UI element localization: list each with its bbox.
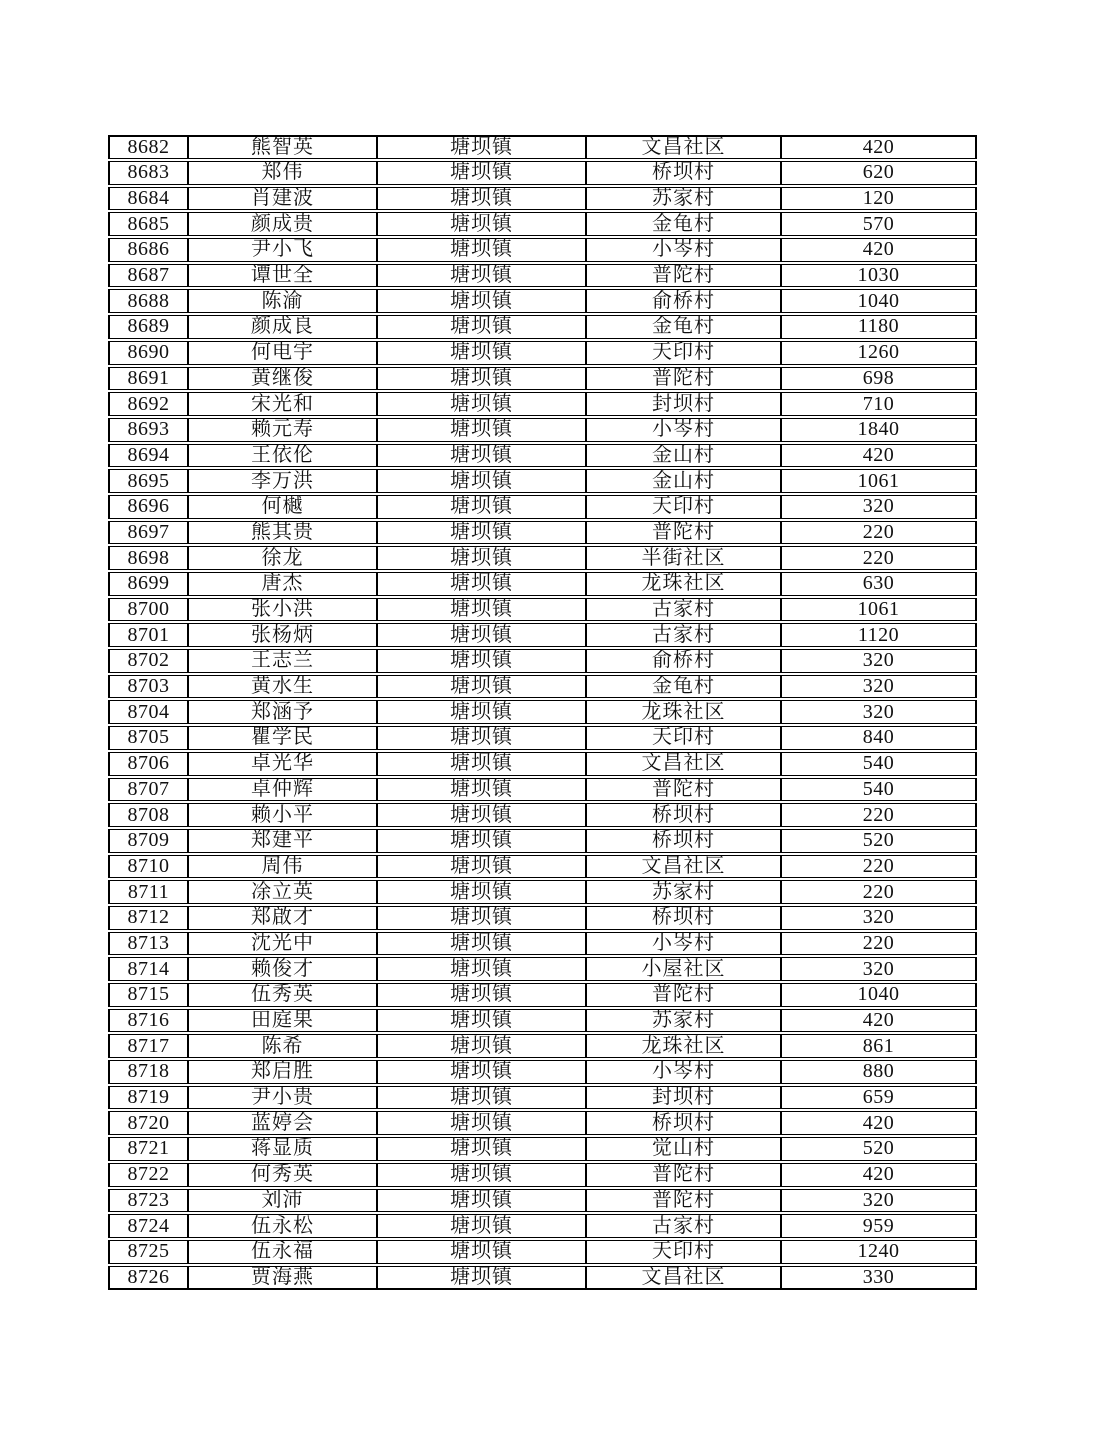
table-row: [108, 598, 977, 622]
cell-village: 文昌社区: [586, 752, 781, 776]
table-row: [108, 726, 977, 750]
cell-village: 金龟村: [586, 675, 781, 699]
cell-town: 塘坝镇: [377, 623, 586, 647]
cell-town: 塘坝镇: [377, 161, 586, 185]
table-row: [108, 700, 977, 724]
cell-person-name: 刘沛: [188, 1189, 377, 1213]
cell-town: 塘坝镇: [377, 1137, 586, 1161]
cell-amount: 698: [781, 367, 977, 391]
cell-amount: 959: [781, 1214, 977, 1238]
table-row: [108, 444, 977, 468]
cell-village: 天印村: [586, 1240, 781, 1264]
table-row: [108, 957, 977, 981]
cell-person-name: 沈光中: [188, 932, 377, 956]
table-row: [108, 495, 977, 519]
records-table-body: [108, 135, 977, 1290]
cell-town: 塘坝镇: [377, 315, 586, 339]
table-row: [108, 855, 977, 879]
cell-person-name: 蒋显质: [188, 1137, 377, 1161]
table-row: [108, 803, 977, 827]
cell-village: 普陀村: [586, 521, 781, 545]
cell-serial-number: 8684: [108, 187, 188, 211]
cell-person-name: 黄水生: [188, 675, 377, 699]
cell-town: 塘坝镇: [377, 187, 586, 211]
table-row: [108, 264, 977, 288]
table-row: [108, 315, 977, 339]
cell-village: 文昌社区: [586, 855, 781, 879]
cell-town: 塘坝镇: [377, 598, 586, 622]
cell-village: 普陀村: [586, 1189, 781, 1213]
cell-village: 苏家村: [586, 1009, 781, 1033]
cell-village: 苏家村: [586, 880, 781, 904]
table-row: [108, 1060, 977, 1084]
cell-village: 封坝村: [586, 1086, 781, 1110]
cell-amount: 540: [781, 752, 977, 776]
cell-serial-number: 8693: [108, 418, 188, 442]
cell-village: 普陀村: [586, 778, 781, 802]
cell-serial-number: 8686: [108, 238, 188, 262]
cell-person-name: 郑启胜: [188, 1060, 377, 1084]
table-row: [108, 983, 977, 1007]
cell-amount: 320: [781, 700, 977, 724]
cell-town: 塘坝镇: [377, 418, 586, 442]
table-row: [108, 1086, 977, 1110]
cell-serial-number: 8699: [108, 572, 188, 596]
cell-person-name: 田庭果: [188, 1009, 377, 1033]
cell-amount: 220: [781, 521, 977, 545]
cell-serial-number: 8704: [108, 700, 188, 724]
cell-serial-number: 8682: [108, 135, 188, 159]
table-row: [108, 1240, 977, 1264]
cell-town: 塘坝镇: [377, 289, 586, 313]
cell-amount: 220: [781, 546, 977, 570]
cell-person-name: 卓仲辉: [188, 778, 377, 802]
cell-town: 塘坝镇: [377, 212, 586, 236]
cell-serial-number: 8720: [108, 1111, 188, 1135]
cell-village: 普陀村: [586, 367, 781, 391]
cell-village: 天印村: [586, 341, 781, 365]
cell-person-name: 谭世全: [188, 264, 377, 288]
cell-serial-number: 8706: [108, 752, 188, 776]
cell-serial-number: 8709: [108, 829, 188, 853]
cell-person-name: 赖小平: [188, 803, 377, 827]
cell-person-name: 尹小飞: [188, 238, 377, 262]
cell-person-name: 郑啟才: [188, 906, 377, 930]
cell-town: 塘坝镇: [377, 495, 586, 519]
cell-person-name: 瞿学民: [188, 726, 377, 750]
cell-person-name: 卓光华: [188, 752, 377, 776]
cell-serial-number: 8689: [108, 315, 188, 339]
cell-town: 塘坝镇: [377, 1034, 586, 1058]
table-row: [108, 1163, 977, 1187]
cell-amount: 1040: [781, 289, 977, 313]
cell-town: 塘坝镇: [377, 238, 586, 262]
cell-town: 塘坝镇: [377, 778, 586, 802]
cell-village: 金龟村: [586, 315, 781, 339]
cell-town: 塘坝镇: [377, 932, 586, 956]
cell-village: 小屋社区: [586, 957, 781, 981]
cell-person-name: 王志兰: [188, 649, 377, 673]
cell-town: 塘坝镇: [377, 1240, 586, 1264]
cell-town: 塘坝镇: [377, 444, 586, 468]
cell-village: 封坝村: [586, 392, 781, 416]
cell-town: 塘坝镇: [377, 1060, 586, 1084]
table-row: [108, 187, 977, 211]
cell-person-name: 张杨炳: [188, 623, 377, 647]
cell-person-name: 宋光和: [188, 392, 377, 416]
cell-person-name: 熊其贵: [188, 521, 377, 545]
cell-amount: 1260: [781, 341, 977, 365]
cell-town: 塘坝镇: [377, 1163, 586, 1187]
cell-amount: 1180: [781, 315, 977, 339]
cell-town: 塘坝镇: [377, 341, 586, 365]
table-row: [108, 289, 977, 313]
table-row: [108, 932, 977, 956]
cell-amount: 520: [781, 829, 977, 853]
cell-person-name: 唐杰: [188, 572, 377, 596]
cell-village: 半街社区: [586, 546, 781, 570]
cell-amount: 861: [781, 1034, 977, 1058]
cell-serial-number: 8724: [108, 1214, 188, 1238]
cell-person-name: 赖俊才: [188, 957, 377, 981]
table-row: [108, 752, 977, 776]
cell-town: 塘坝镇: [377, 1009, 586, 1033]
cell-town: 塘坝镇: [377, 700, 586, 724]
cell-amount: 420: [781, 135, 977, 159]
cell-village: 普陀村: [586, 983, 781, 1007]
cell-village: 金山村: [586, 469, 781, 493]
cell-serial-number: 8723: [108, 1189, 188, 1213]
cell-amount: 420: [781, 1111, 977, 1135]
cell-serial-number: 8713: [108, 932, 188, 956]
cell-amount: 620: [781, 161, 977, 185]
cell-person-name: 陈希: [188, 1034, 377, 1058]
cell-amount: 220: [781, 855, 977, 879]
cell-town: 塘坝镇: [377, 469, 586, 493]
cell-town: 塘坝镇: [377, 572, 586, 596]
cell-village: 桥坝村: [586, 803, 781, 827]
cell-amount: 1061: [781, 598, 977, 622]
cell-serial-number: 8722: [108, 1163, 188, 1187]
cell-town: 塘坝镇: [377, 906, 586, 930]
cell-village: 古家村: [586, 1214, 781, 1238]
cell-town: 塘坝镇: [377, 546, 586, 570]
cell-serial-number: 8694: [108, 444, 188, 468]
table-row: [108, 418, 977, 442]
cell-serial-number: 8696: [108, 495, 188, 519]
cell-amount: 220: [781, 803, 977, 827]
cell-amount: 420: [781, 1009, 977, 1033]
cell-serial-number: 8691: [108, 367, 188, 391]
cell-village: 桥坝村: [586, 829, 781, 853]
table-row: [108, 521, 977, 545]
cell-village: 苏家村: [586, 187, 781, 211]
cell-amount: 570: [781, 212, 977, 236]
cell-village: 古家村: [586, 623, 781, 647]
cell-person-name: 周伟: [188, 855, 377, 879]
cell-amount: 1240: [781, 1240, 977, 1264]
table-row: [108, 1111, 977, 1135]
table-row: [108, 238, 977, 262]
cell-village: 金龟村: [586, 212, 781, 236]
cell-town: 塘坝镇: [377, 675, 586, 699]
cell-serial-number: 8710: [108, 855, 188, 879]
table-row: [108, 675, 977, 699]
cell-town: 塘坝镇: [377, 135, 586, 159]
cell-amount: 1061: [781, 469, 977, 493]
table-row: [108, 623, 977, 647]
cell-village: 俞桥村: [586, 289, 781, 313]
cell-village: 普陀村: [586, 1163, 781, 1187]
cell-serial-number: 8703: [108, 675, 188, 699]
cell-village: 天印村: [586, 726, 781, 750]
cell-village: 天印村: [586, 495, 781, 519]
cell-town: 塘坝镇: [377, 1111, 586, 1135]
table-row: [108, 1137, 977, 1161]
table-row: [108, 212, 977, 236]
table-row: [108, 829, 977, 853]
cell-amount: 1030: [781, 264, 977, 288]
cell-village: 古家村: [586, 598, 781, 622]
cell-serial-number: 8698: [108, 546, 188, 570]
cell-person-name: 黄继俊: [188, 367, 377, 391]
cell-amount: 320: [781, 1189, 977, 1213]
cell-village: 小岑村: [586, 1060, 781, 1084]
cell-town: 塘坝镇: [377, 803, 586, 827]
cell-town: 塘坝镇: [377, 1214, 586, 1238]
cell-amount: 630: [781, 572, 977, 596]
table-row: [108, 367, 977, 391]
cell-village: 桥坝村: [586, 161, 781, 185]
cell-village: 文昌社区: [586, 135, 781, 159]
cell-serial-number: 8715: [108, 983, 188, 1007]
cell-amount: 1040: [781, 983, 977, 1007]
cell-village: 小岑村: [586, 932, 781, 956]
cell-person-name: 郑建平: [188, 829, 377, 853]
cell-amount: 320: [781, 906, 977, 930]
cell-village: 龙珠社区: [586, 700, 781, 724]
cell-amount: 840: [781, 726, 977, 750]
cell-person-name: 徐龙: [188, 546, 377, 570]
cell-amount: 320: [781, 957, 977, 981]
cell-town: 塘坝镇: [377, 752, 586, 776]
cell-village: 觉山村: [586, 1137, 781, 1161]
cell-person-name: 颜成贵: [188, 212, 377, 236]
cell-serial-number: 8711: [108, 880, 188, 904]
cell-amount: 420: [781, 238, 977, 262]
cell-serial-number: 8702: [108, 649, 188, 673]
cell-amount: 420: [781, 1163, 977, 1187]
cell-town: 塘坝镇: [377, 649, 586, 673]
cell-village: 小岑村: [586, 238, 781, 262]
cell-person-name: 伍永福: [188, 1240, 377, 1264]
cell-person-name: 郑涵予: [188, 700, 377, 724]
cell-serial-number: 8705: [108, 726, 188, 750]
cell-serial-number: 8690: [108, 341, 188, 365]
cell-village: 桥坝村: [586, 906, 781, 930]
cell-serial-number: 8717: [108, 1034, 188, 1058]
cell-person-name: 蓝婷会: [188, 1111, 377, 1135]
cell-amount: 320: [781, 649, 977, 673]
cell-serial-number: 8719: [108, 1086, 188, 1110]
table-row: [108, 880, 977, 904]
cell-person-name: 李万洪: [188, 469, 377, 493]
cell-person-name: 赖元寿: [188, 418, 377, 442]
cell-town: 塘坝镇: [377, 1086, 586, 1110]
cell-town: 塘坝镇: [377, 1266, 586, 1290]
cell-amount: 220: [781, 880, 977, 904]
table-row: [108, 161, 977, 185]
table-row: [108, 649, 977, 673]
cell-amount: 710: [781, 392, 977, 416]
cell-person-name: 伍秀英: [188, 983, 377, 1007]
table-row: [108, 1034, 977, 1058]
cell-serial-number: 8700: [108, 598, 188, 622]
cell-person-name: 何樾: [188, 495, 377, 519]
cell-person-name: 何秀英: [188, 1163, 377, 1187]
cell-person-name: 尹小贵: [188, 1086, 377, 1110]
cell-town: 塘坝镇: [377, 264, 586, 288]
cell-person-name: 伍永松: [188, 1214, 377, 1238]
cell-person-name: 张小洪: [188, 598, 377, 622]
cell-person-name: 陈渝: [188, 289, 377, 313]
cell-serial-number: 8697: [108, 521, 188, 545]
cell-serial-number: 8687: [108, 264, 188, 288]
cell-village: 龙珠社区: [586, 572, 781, 596]
table-row: [108, 1189, 977, 1213]
cell-serial-number: 8716: [108, 1009, 188, 1033]
cell-amount: 880: [781, 1060, 977, 1084]
table-row: [108, 1266, 977, 1290]
cell-person-name: 熊智英: [188, 135, 377, 159]
cell-serial-number: 8726: [108, 1266, 188, 1290]
table-row: [108, 341, 977, 365]
cell-village: 龙珠社区: [586, 1034, 781, 1058]
table-row: [108, 1214, 977, 1238]
cell-amount: 330: [781, 1266, 977, 1290]
table-row: [108, 1009, 977, 1033]
table-row: [108, 469, 977, 493]
cell-amount: 520: [781, 1137, 977, 1161]
records-table: [108, 133, 977, 1292]
cell-village: 桥坝村: [586, 1111, 781, 1135]
cell-town: 塘坝镇: [377, 521, 586, 545]
cell-town: 塘坝镇: [377, 392, 586, 416]
cell-serial-number: 8695: [108, 469, 188, 493]
cell-village: 小岑村: [586, 418, 781, 442]
cell-village: 普陀村: [586, 264, 781, 288]
cell-town: 塘坝镇: [377, 957, 586, 981]
cell-amount: 120: [781, 187, 977, 211]
cell-person-name: 贾海燕: [188, 1266, 377, 1290]
table-row: [108, 392, 977, 416]
cell-amount: 420: [781, 444, 977, 468]
cell-serial-number: 8701: [108, 623, 188, 647]
cell-amount: 320: [781, 495, 977, 519]
cell-serial-number: 8707: [108, 778, 188, 802]
cell-serial-number: 8688: [108, 289, 188, 313]
table-row: [108, 906, 977, 930]
cell-village: 文昌社区: [586, 1266, 781, 1290]
table-row: [108, 546, 977, 570]
table-row: [108, 778, 977, 802]
cell-village: 金山村: [586, 444, 781, 468]
cell-serial-number: 8685: [108, 212, 188, 236]
cell-amount: 659: [781, 1086, 977, 1110]
cell-town: 塘坝镇: [377, 1189, 586, 1213]
cell-town: 塘坝镇: [377, 829, 586, 853]
cell-person-name: 颜成良: [188, 315, 377, 339]
table-row: [108, 135, 977, 159]
cell-person-name: 凃立英: [188, 880, 377, 904]
cell-serial-number: 8718: [108, 1060, 188, 1084]
cell-town: 塘坝镇: [377, 367, 586, 391]
cell-amount: 540: [781, 778, 977, 802]
cell-serial-number: 8683: [108, 161, 188, 185]
cell-amount: 320: [781, 675, 977, 699]
cell-village: 俞桥村: [586, 649, 781, 673]
cell-town: 塘坝镇: [377, 855, 586, 879]
cell-town: 塘坝镇: [377, 880, 586, 904]
cell-town: 塘坝镇: [377, 726, 586, 750]
cell-serial-number: 8725: [108, 1240, 188, 1264]
cell-amount: 1840: [781, 418, 977, 442]
cell-person-name: 王依伦: [188, 444, 377, 468]
cell-serial-number: 8708: [108, 803, 188, 827]
cell-person-name: 肖建波: [188, 187, 377, 211]
cell-serial-number: 8692: [108, 392, 188, 416]
cell-serial-number: 8712: [108, 906, 188, 930]
cell-amount: 1120: [781, 623, 977, 647]
cell-person-name: 何电宇: [188, 341, 377, 365]
cell-serial-number: 8721: [108, 1137, 188, 1161]
cell-town: 塘坝镇: [377, 983, 586, 1007]
cell-amount: 220: [781, 932, 977, 956]
cell-person-name: 郑伟: [188, 161, 377, 185]
table-row: [108, 572, 977, 596]
cell-serial-number: 8714: [108, 957, 188, 981]
